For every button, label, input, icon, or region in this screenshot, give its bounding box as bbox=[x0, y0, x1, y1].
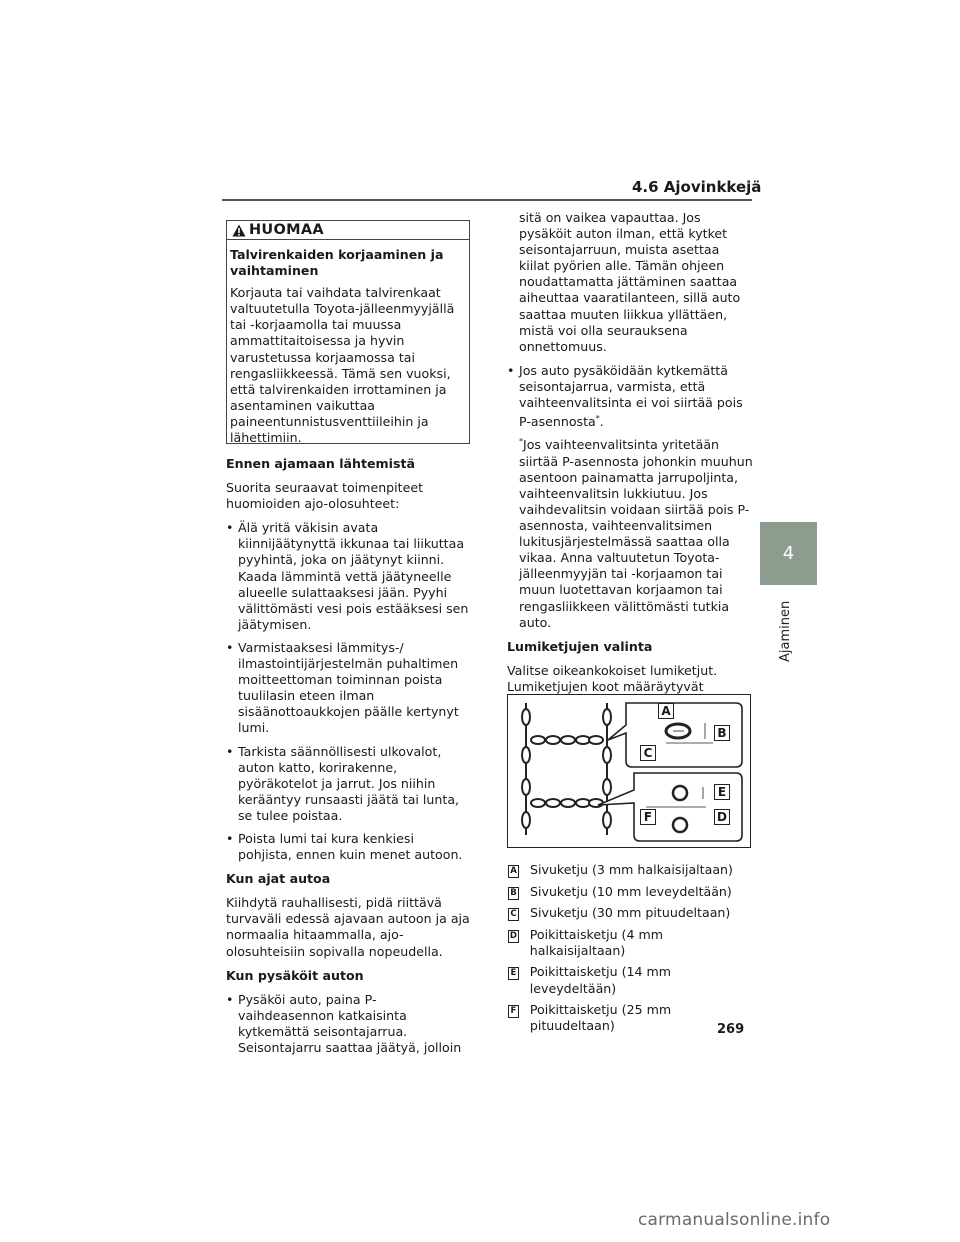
footnote bbox=[519, 434, 753, 630]
diagram-label-a: A bbox=[658, 703, 674, 719]
chapter-label: Ajaminen bbox=[778, 600, 793, 662]
watermark[interactable]: carmanualsonline.info bbox=[638, 1210, 831, 1230]
footnote-text: Jos vaihteenvalitsinta yritetään siirtää P-asennosta johonkin muuhun asentoon painamatta jarrupoljinta, vaihteenvalitsin lukkiutuu. Jos vaihdevalitsin voidaan siirtää pois P-asennosta, vaihteenvalitsimen lukitusjärjestelmässä saattaa olla vikaa. Anna valtuutetun Toyota-jälleenmyyjän tai -korjaamon tai muun luotettavan korjaamon tai rengasliikkeen välittömästi tutkia auto. bbox=[519, 437, 753, 630]
left-column bbox=[226, 456, 470, 1064]
list-item: • Pysäköi auto, paina P-vaihdeasennon katkaisinta kytkemättä seisontajarrua. Seisontajarru saattaa jäätyä, jolloin bbox=[226, 992, 470, 1056]
list-item: • Älä yritä väkisin avata kiinnijäätynyttä ikkunaa tai liikuttaa pyyhintä, joka on jäätynyt kiinni. Kaada lämmintä vettä jäätyneelle alueelle sulattaaksesi jään. Pyyhi välittömästi vesi pois estääksesi sen jäätymisen. bbox=[226, 520, 470, 633]
heading-when-parking: Kun pysäköit auton bbox=[226, 967, 364, 983]
legend-key: F bbox=[508, 1005, 519, 1018]
legend-key: E bbox=[508, 967, 519, 980]
parking-list bbox=[226, 992, 470, 1056]
warning-icon bbox=[232, 224, 246, 237]
legend-key: A bbox=[508, 865, 519, 878]
legend-text: Sivuketju (10 mm leveydeltään) bbox=[530, 883, 732, 899]
diagram-label-e: E bbox=[714, 784, 730, 800]
before-driving-list bbox=[226, 520, 470, 863]
list-item bbox=[507, 363, 753, 631]
footnote-ref: * bbox=[595, 414, 600, 424]
legend-item bbox=[508, 862, 756, 878]
notice-subtitle: Talvirenkaiden korjaaminen ja vaihtaminen bbox=[230, 247, 444, 279]
section-title: 4.6 Ajovinkkejä bbox=[632, 178, 762, 196]
continued-paragraph: sitä on vaikea vapauttaa. Jos pysäköit auton ilman, että kytket seisontajarruun, muista asettaa kiilat pyörien alle. Tämän ohjeen noudattamatta jättäminen saattaa aiheuttaa vaaratilanteen, sillä auto saattaa muuten liikkua yllättäen, mistä voi olla seurauksena onnettomuus. bbox=[519, 210, 741, 354]
legend-key: D bbox=[509, 930, 517, 941]
legend-item bbox=[508, 884, 756, 900]
notice-text: Korjauta tai vaihdata talvirenkaat valtuutetulla Toyota-jälleenmyyjällä tai -korjaamolla tai muussa ammattitaitoisessa ja hyvin varustetussa korjaamossa tai rengasliikkeessä. Tämä sen vuoksi, että talvirenkaiden irrottaminen ja asentaminen vaikuttaa paineentunnistusventtiileihin ja lähettimiin. bbox=[230, 285, 455, 446]
heading-when-driving: Kun ajat autoa bbox=[226, 871, 331, 887]
list-item: • Varmistaaksesi lämmitys-/ ilmastointijärjestelmän puhaltimen moitteettoman toiminnan poista tuulilasin eteen ilman sisäänottoaukkojen päälle kertynyt lumi. bbox=[226, 640, 470, 737]
intro-paragraph: Suorita seuraavat toimenpiteet huomioiden ajo-olosuhteet: bbox=[226, 480, 424, 512]
list-item: • Tarkista säännöllisesti ulkovalot, auton katto, korirakenne, pyöräkotelot ja jarrut. Jos niihin kerääntyy runsaasti jäätä tai lunta, se tulee poistaa. bbox=[226, 744, 470, 824]
legend-item bbox=[508, 927, 756, 959]
footnote-mark: * bbox=[519, 437, 523, 447]
snow-chain-diagram bbox=[507, 694, 751, 848]
legend-text: Sivuketju (3 mm halkaisijaltaan) bbox=[530, 862, 733, 877]
notice-title: HUOMAA bbox=[249, 222, 324, 238]
bullet-text: Jos auto pysäköidään kytkemättä seisontajarrua, varmista, että vaihteenvalitsinta ei voi siirtää pois P-asennosta bbox=[519, 362, 743, 430]
list-item: • Poista lumi tai kura kenkiesi pohjista, ennen kuin menet autoon. bbox=[226, 831, 470, 863]
notice-header bbox=[227, 221, 469, 240]
right-column bbox=[507, 210, 753, 719]
legend-item bbox=[508, 905, 756, 921]
diagram-legend bbox=[508, 862, 756, 1040]
header-rule bbox=[222, 199, 752, 201]
legend-item bbox=[508, 964, 756, 996]
driving-paragraph: Kiihdytä rauhallisesti, pidä riittävä turvaväli edessä ajavaan autoon ja aja normaalia hitaammalla, ajo-olosuhteisiin sopivalla nopeudella. bbox=[226, 895, 470, 959]
heading-snow-chains: Lumiketjujen valinta bbox=[507, 638, 653, 654]
legend-key: B bbox=[508, 887, 519, 900]
diagram-label-d: D bbox=[714, 809, 730, 825]
notice-box bbox=[226, 220, 470, 444]
diagram-label-c: C bbox=[640, 745, 656, 761]
legend-text: Poikittaisketju (4 mm halkaisijaltaan) bbox=[529, 926, 664, 958]
bullet-end: . bbox=[599, 414, 604, 430]
chapter-tab bbox=[760, 522, 817, 585]
legend-text: Poikittaisketju (14 mm leveydeltään) bbox=[529, 964, 672, 996]
diagram-label-f: F bbox=[640, 809, 656, 825]
notice-body bbox=[230, 247, 466, 446]
heading-before-driving: Ennen ajamaan lähtemistä bbox=[226, 456, 416, 471]
legend-text: Poikittaisketju (25 mm pituudeltaan) bbox=[529, 1002, 672, 1034]
snow-chains-paragraph: Valitse oikeankokoiset lumiketjut. Lumiketjujen koot määräytyvät bbox=[507, 662, 718, 694]
diagram-label-b: B bbox=[714, 725, 730, 741]
legend-text: Sivuketju (30 mm pituudeltaan) bbox=[530, 905, 731, 921]
chapter-number: 4 bbox=[782, 543, 795, 564]
page-number: 269 bbox=[717, 1022, 745, 1037]
parking-list-2 bbox=[507, 363, 753, 631]
legend-key: C bbox=[508, 908, 519, 921]
